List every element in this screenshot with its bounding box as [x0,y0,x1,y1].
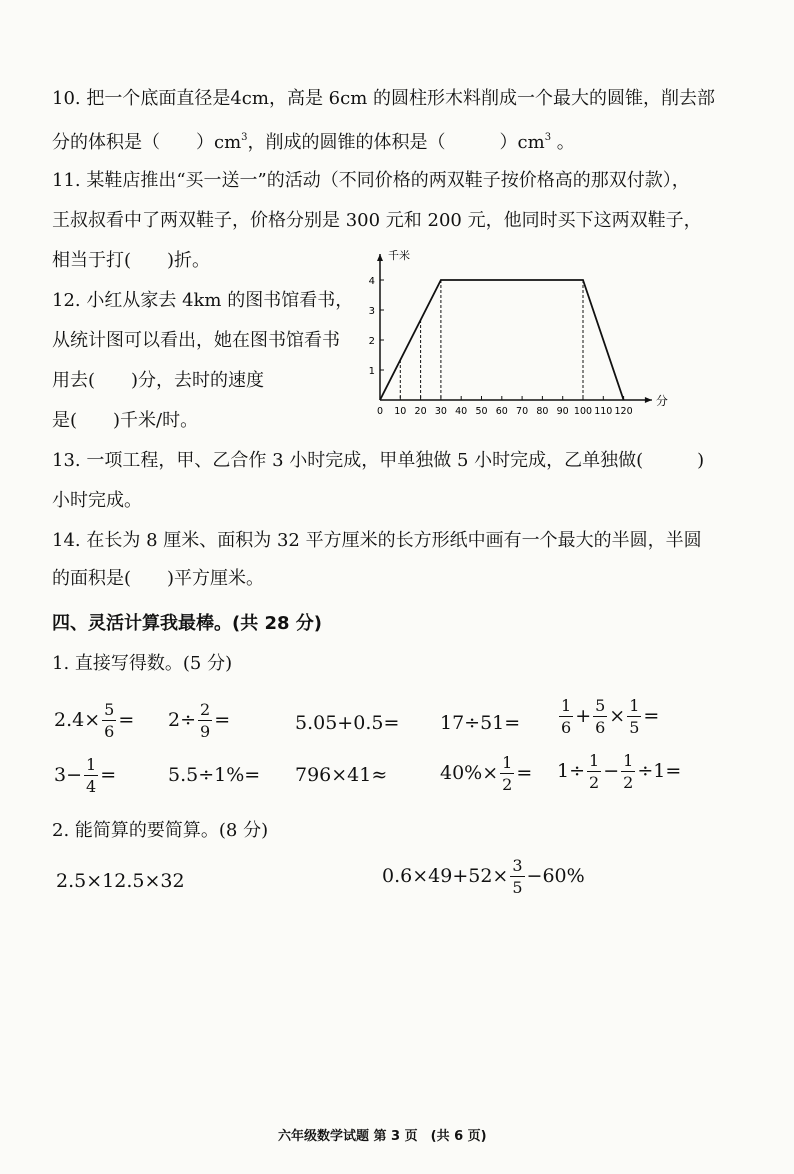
q13-line2: 小时完成。 [52,490,142,511]
x-tick-label: 40 [455,406,468,417]
calc-r2-e4 [440,755,532,793]
q12-line1: 12. 小红从家去 4km 的图书馆看书， [52,290,354,311]
q14-line1: 14. 在长为 8 厘米、面积为 32 平方厘米的长方形纸中画有一个最大的半圆，半圆 [52,530,702,551]
calc-r2-e1-pre: 3− [54,764,83,786]
q13-line1: 13. 一项工程，甲、乙合作 3 小时完成，甲单独做 5 小时完成，乙单独做( ) [52,450,705,471]
operator: = [643,705,660,727]
y-axis-arrow-icon [377,254,383,261]
fraction [102,702,116,740]
fraction-den: 5 [512,878,523,897]
page-footer: 六年级数学试题 第 3 页 (共 6 页) [278,1129,487,1144]
y-tick-label: 2 [368,336,375,347]
fraction-den: 2 [589,773,600,792]
operator: × [609,705,626,727]
y-tick-label: 4 [368,276,375,287]
fraction [587,753,601,791]
section4-sub2: 2. 能简算的要简算。(8 分) [52,820,269,841]
x-tick-label: 20 [414,406,427,417]
fraction-num: 1 [589,751,600,770]
fraction-den: 2 [502,775,513,794]
q12-line2: 从统计图可以看出，她在图书馆看书 [52,330,340,351]
fraction [627,698,641,736]
calc-r2-e1 [54,757,116,795]
x-tick-label: 0 [376,406,384,417]
fraction [510,858,524,896]
section4-title: 四、灵活计算我最棒。(共 28 分) [52,613,323,634]
simplify-expr-2 [382,858,585,896]
fraction-den: 4 [86,777,97,796]
operator: − [603,760,620,782]
x-tick-label: 30 [434,406,447,417]
q10-line2 [52,130,575,159]
fraction-num: 1 [623,751,634,770]
q10-text-c: 。 [551,132,575,153]
x-axis-arrow-icon [645,397,652,403]
y-tick-label: 3 [368,306,375,317]
calc-r1-e1-pre: 2.4× [54,709,101,731]
x-tick-label: 120 [614,406,633,417]
fraction-den: 6 [561,718,572,737]
calc-r2-e4-pre: 40%× [440,762,499,784]
q10-text-a: 分的体积是（ ）cm [52,132,242,153]
x-tick-label: 60 [495,406,508,417]
simplify-expr-1: 2.5×12.5×32 [56,870,185,892]
fraction-num: 5 [104,700,115,719]
fraction-den: 6 [595,718,606,737]
fraction-num: 3 [512,856,523,875]
calc-r2-e3: 796×41≈ [295,764,388,786]
series-line [380,280,624,400]
calc-r2-e5 [557,753,681,791]
x-tick-label: 90 [556,406,569,417]
fraction-num: 1 [629,696,640,715]
calc-r2-e5-post: ÷1= [637,760,682,782]
x-tick-label: 70 [516,406,529,417]
calc-r1-e1 [54,702,134,740]
calc-r1-e5 [557,698,659,736]
q10-sup-1: 3 [241,132,248,143]
fraction-den: 5 [629,718,640,737]
x-tick-label: 100 [573,406,593,417]
calc-r2-e5-pre: 1÷ [557,760,586,782]
q12-line3: 用去( )分，去时的速度 [52,370,265,391]
simplify-expr-2-post: −60% [526,865,585,887]
calc-r2-e1-post: = [100,764,117,786]
fraction-den: 9 [200,722,211,741]
x-axis-label: 分 [655,394,668,408]
x-tick-label: 50 [475,406,488,417]
section4-sub1: 1. 直接写得数。(5 分) [52,653,233,674]
calc-r1-e1-post: = [118,709,135,731]
calc-r2-e4-post: = [516,762,533,784]
fraction [198,702,212,740]
fraction-num: 2 [200,700,211,719]
calc-r2-e2: 5.5÷1%= [168,764,261,786]
q11-line3: 相当于打( )折。 [52,250,211,271]
calc-r1-e2-pre: 2÷ [168,709,197,731]
fraction [593,698,607,736]
fraction [559,698,573,736]
q10-sup-2: 3 [544,132,552,143]
fraction [84,757,98,795]
simplify-expr-2-pre: 0.6×49+52× [382,865,509,887]
distance-time-chart [355,250,675,420]
q10-text-b: ，削成的圆锥的体积是（ ）cm [247,132,545,153]
y-axis-label: 千米 [388,250,410,262]
x-tick-label: 110 [594,406,613,417]
y-tick-label: 1 [368,366,375,377]
fraction-num: 1 [86,755,97,774]
fraction-den: 6 [104,722,115,741]
q11-line2: 王叔叔看中了两双鞋子，价格分别是 300 元和 200 元，他同时买下这两双鞋子， [52,210,702,231]
q11-line1: 11. 某鞋店推出“买一送一”的活动（不同价格的两双鞋子按价格高的那双付款）， [52,170,690,191]
x-tick-label: 80 [536,406,549,417]
fraction-den: 2 [623,773,634,792]
fraction-num: 1 [561,696,572,715]
calc-r1-e2-post: = [214,709,231,731]
fraction-num: 5 [595,696,606,715]
calc-r1-e4: 17÷51= [440,712,521,734]
x-tick-label: 10 [394,406,407,417]
fraction [500,755,514,793]
q14-line2: 的面积是( )平方厘米。 [52,568,265,589]
calc-r1-e3: 5.05+0.5= [295,712,400,734]
fraction-num: 1 [502,753,513,772]
operator: + [575,705,592,727]
q12-line4: 是( )千米/时。 [52,410,199,431]
fraction [621,753,635,791]
q10-line1: 10. 把一个底面直径是4cm，高是 6cm 的圆柱形木料削成一个最大的圆锥，削去部 [52,88,715,109]
calc-r1-e2 [168,702,230,740]
